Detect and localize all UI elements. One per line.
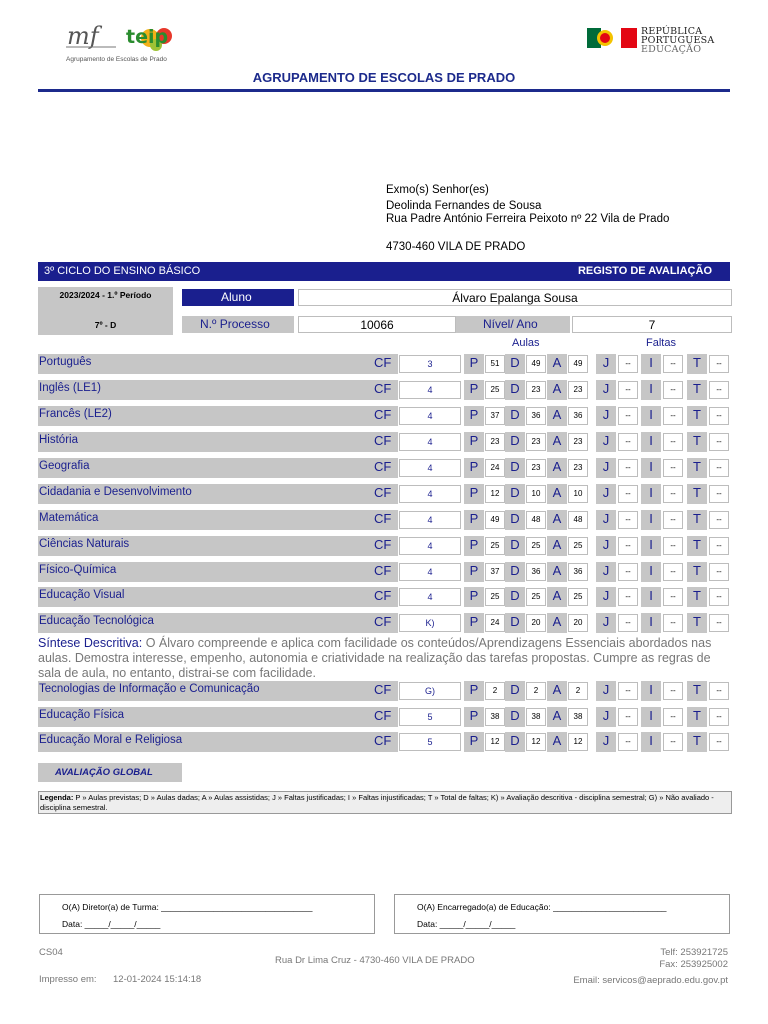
p-value: 24 <box>485 459 505 477</box>
p-value: 12 <box>485 733 505 751</box>
j-label: J <box>596 458 616 478</box>
faltas-header: Faltas <box>646 337 676 349</box>
i-label: I <box>641 613 661 633</box>
a-value: 20 <box>568 614 588 632</box>
a-value: 23 <box>568 433 588 451</box>
i-label: I <box>641 484 661 504</box>
republic-line-3: EDUCAÇÃO <box>641 44 702 55</box>
a-value: 48 <box>568 511 588 529</box>
j-label: J <box>596 484 616 504</box>
d-label: D <box>505 613 525 633</box>
d-value: 23 <box>526 381 546 399</box>
cf-value: 4 <box>399 511 461 529</box>
a-label: A <box>547 354 567 374</box>
p-value: 38 <box>485 708 505 726</box>
republic-text <box>641 27 714 54</box>
student-name-label: Aluno <box>182 289 294 306</box>
cf-label: CF <box>368 458 398 478</box>
a-label: A <box>547 613 567 633</box>
cf-value: 4 <box>399 588 461 606</box>
t-value: -- <box>709 708 729 726</box>
subject-name: Educação Visual <box>38 587 368 607</box>
subject-name: Português <box>38 354 368 374</box>
i-value: -- <box>663 563 683 581</box>
cf-label: CF <box>368 406 398 426</box>
subject-row <box>38 380 732 400</box>
address-street: Rua Padre António Ferreira Peixoto nº 22 Vila de Prado <box>386 213 670 225</box>
address-salutation: Exmo(s) Senhor(es) <box>386 184 489 196</box>
i-value: -- <box>663 511 683 529</box>
d-label: D <box>505 562 525 582</box>
t-label: T <box>687 681 707 701</box>
subject-row <box>38 432 732 452</box>
i-value: -- <box>663 537 683 555</box>
p-label: P <box>464 406 484 426</box>
synthesis-body: O Álvaro compreende e aplica com facilidade os conteúdos/Aprendizagens Essenciais abordados nas aulas. Demostra interesse, empenho, autonomia e criatividade na realização das tarefas propostas. Cumpre as regras de sala de aula, no entanto, distrai-se com facilidade. <box>38 636 712 680</box>
p-value: 51 <box>485 355 505 373</box>
subject-row <box>38 484 732 504</box>
cf-label: CF <box>368 432 398 452</box>
p-label: P <box>464 681 484 701</box>
cf-value: 4 <box>399 381 461 399</box>
j-value: -- <box>618 733 638 751</box>
t-value: -- <box>709 733 729 751</box>
a-value: 36 <box>568 407 588 425</box>
j-value: -- <box>618 708 638 726</box>
t-value: -- <box>709 459 729 477</box>
d-label: D <box>505 354 525 374</box>
d-value: 25 <box>526 537 546 555</box>
a-value: 10 <box>568 485 588 503</box>
a-label: A <box>547 406 567 426</box>
d-label: D <box>505 510 525 530</box>
republic-flag-logo <box>587 27 637 49</box>
school-subtitle: Agrupamento de Escolas de Prado <box>66 56 167 63</box>
a-label: A <box>547 510 567 530</box>
t-label: T <box>687 380 707 400</box>
d-label: D <box>505 484 525 504</box>
i-value: -- <box>663 355 683 373</box>
a-value: 38 <box>568 708 588 726</box>
cycle-label: 3º CICLO DO ENSINO BÁSICO <box>44 265 201 277</box>
p-label: P <box>464 732 484 752</box>
cf-value: 4 <box>399 563 461 581</box>
t-label: T <box>687 432 707 452</box>
footer-fax: Fax: 253925002 <box>659 959 728 970</box>
process-label: N.º Processo <box>182 316 294 333</box>
subject-name: Matemática <box>38 510 368 530</box>
i-value: -- <box>663 682 683 700</box>
j-value: -- <box>618 433 638 451</box>
t-label: T <box>687 354 707 374</box>
legend-label: Legenda: <box>40 793 74 802</box>
cf-label: CF <box>368 613 398 633</box>
subject-name: Francês (LE2) <box>38 406 368 426</box>
j-value: -- <box>618 381 638 399</box>
cf-value: 4 <box>399 459 461 477</box>
j-label: J <box>596 380 616 400</box>
cycle-banner <box>38 262 730 281</box>
subject-name: Cidadania e Desenvolvimento <box>38 484 368 504</box>
a-value: 25 <box>568 537 588 555</box>
footer-address: Rua Dr Lima Cruz - 4730-460 VILA DE PRADO <box>275 955 475 966</box>
t-value: -- <box>709 407 729 425</box>
level-value: 7 <box>572 316 732 333</box>
p-label: P <box>464 587 484 607</box>
cf-value: 3 <box>399 355 461 373</box>
global-evaluation-label: AVALIAÇÃO GLOBAL <box>38 763 182 782</box>
address-postcode: 4730-460 VILA DE PRADO <box>386 241 526 253</box>
j-label: J <box>596 587 616 607</box>
cf-value: 4 <box>399 407 461 425</box>
a-label: A <box>547 707 567 727</box>
mf-logo <box>66 20 118 50</box>
page-title: AGRUPAMENTO DE ESCOLAS DE PRADO <box>252 70 516 85</box>
cf-value: K) <box>399 614 461 632</box>
form-code: CS04 <box>39 947 63 958</box>
period-label: 2023/2024 - 1.º Período <box>59 290 152 300</box>
t-label: T <box>687 732 707 752</box>
director-signature-line: O(A) Diretor(a) de Turma: ________________________________ <box>62 902 313 912</box>
subject-row <box>38 587 732 607</box>
i-value: -- <box>663 381 683 399</box>
synthesis-label: Síntese Descritiva: <box>38 636 143 650</box>
p-label: P <box>464 707 484 727</box>
a-label: A <box>547 458 567 478</box>
t-value: -- <box>709 381 729 399</box>
subject-name: Inglês (LE1) <box>38 380 368 400</box>
cf-value: 4 <box>399 433 461 451</box>
p-value: 25 <box>485 588 505 606</box>
i-label: I <box>641 562 661 582</box>
guardian-signature-box <box>394 894 730 934</box>
class-label: 7º - D <box>94 320 117 330</box>
record-label: REGISTO DE AVALIAÇÃO <box>577 265 712 277</box>
d-label: D <box>505 732 525 752</box>
cf-label: CF <box>368 732 398 752</box>
a-label: A <box>547 562 567 582</box>
cf-value: 5 <box>399 708 461 726</box>
i-value: -- <box>663 459 683 477</box>
i-value: -- <box>663 733 683 751</box>
d-label: D <box>505 707 525 727</box>
j-label: J <box>596 510 616 530</box>
subject-row <box>38 732 732 752</box>
j-value: -- <box>618 407 638 425</box>
subject-row <box>38 681 732 701</box>
subject-name: Ciências Naturais <box>38 536 368 556</box>
p-value: 2 <box>485 682 505 700</box>
d-value: 23 <box>526 459 546 477</box>
t-value: -- <box>709 433 729 451</box>
printed-date: 12-01-2024 15:14:18 <box>113 974 202 985</box>
t-label: T <box>687 458 707 478</box>
t-label: T <box>687 562 707 582</box>
cf-label: CF <box>368 510 398 530</box>
a-label: A <box>547 484 567 504</box>
p-label: P <box>464 354 484 374</box>
j-value: -- <box>618 614 638 632</box>
a-value: 23 <box>568 459 588 477</box>
guardian-signature-line: O(A) Encarregado(a) de Educação: ________________________ <box>417 902 667 912</box>
director-signature-box <box>39 894 375 934</box>
subject-row <box>38 562 732 582</box>
subject-row <box>38 458 732 478</box>
t-label: T <box>687 510 707 530</box>
t-value: -- <box>709 537 729 555</box>
subject-name: Educação Física <box>38 707 368 727</box>
cf-label: CF <box>368 484 398 504</box>
svg-text:teip: teip <box>126 26 169 48</box>
level-label: Nível/ Ano <box>456 316 570 333</box>
j-value: -- <box>618 459 638 477</box>
cf-label: CF <box>368 707 398 727</box>
address-name: Deolinda Fernandes de Sousa <box>386 200 542 212</box>
a-label: A <box>547 587 567 607</box>
subject-name: Físico-Química <box>38 562 368 582</box>
subject-row <box>38 354 732 374</box>
i-value: -- <box>663 708 683 726</box>
a-label: A <box>547 681 567 701</box>
i-label: I <box>641 536 661 556</box>
j-label: J <box>596 613 616 633</box>
j-value: -- <box>618 563 638 581</box>
p-value: 49 <box>485 511 505 529</box>
a-value: 36 <box>568 563 588 581</box>
t-value: -- <box>709 614 729 632</box>
guardian-date-line: Data: _____/_____/_____ <box>417 919 516 929</box>
t-value: -- <box>709 511 729 529</box>
d-label: D <box>505 536 525 556</box>
footer-email: Email: servicos@aeprado.edu.gov.pt <box>573 975 728 986</box>
i-label: I <box>641 380 661 400</box>
teip-logo <box>126 18 178 54</box>
cf-value: 4 <box>399 485 461 503</box>
t-value: -- <box>709 355 729 373</box>
t-label: T <box>687 613 707 633</box>
j-label: J <box>596 732 616 752</box>
a-value: 23 <box>568 381 588 399</box>
i-label: I <box>641 354 661 374</box>
d-value: 48 <box>526 511 546 529</box>
j-label: J <box>596 406 616 426</box>
t-value: -- <box>709 588 729 606</box>
p-label: P <box>464 536 484 556</box>
cf-label: CF <box>368 536 398 556</box>
d-label: D <box>505 380 525 400</box>
i-label: I <box>641 732 661 752</box>
j-value: -- <box>618 537 638 555</box>
subject-row <box>38 536 732 556</box>
p-value: 37 <box>485 407 505 425</box>
legend-text: P » Aulas previstas; D » Aulas dadas; A » Aulas assistidas; J » Faltas justificadas; I » Faltas injustificadas; T » Total de faltas; K) » Avaliação descritiva - disciplina semestral; G) » Não avaliado - disciplina semestral. <box>40 793 714 812</box>
j-value: -- <box>618 682 638 700</box>
j-label: J <box>596 562 616 582</box>
cf-label: CF <box>368 562 398 582</box>
j-value: -- <box>618 511 638 529</box>
j-label: J <box>596 681 616 701</box>
d-label: D <box>505 458 525 478</box>
i-value: -- <box>663 485 683 503</box>
i-label: I <box>641 587 661 607</box>
t-label: T <box>687 406 707 426</box>
p-label: P <box>464 510 484 530</box>
p-label: P <box>464 613 484 633</box>
j-label: J <box>596 707 616 727</box>
d-label: D <box>505 432 525 452</box>
title-underline <box>38 89 730 92</box>
a-value: 12 <box>568 733 588 751</box>
d-label: D <box>505 587 525 607</box>
d-label: D <box>505 681 525 701</box>
republic-line-1: REPÚBLICA <box>641 26 703 37</box>
svg-text:mf: mf <box>67 22 99 50</box>
subject-name: Geografia <box>38 458 368 478</box>
aulas-header: Aulas <box>512 337 540 349</box>
i-value: -- <box>663 614 683 632</box>
cf-value: 5 <box>399 733 461 751</box>
subject-name: Educação Tecnológica <box>38 613 368 633</box>
p-value: 23 <box>485 433 505 451</box>
j-value: -- <box>618 588 638 606</box>
j-label: J <box>596 354 616 374</box>
cf-label: CF <box>368 380 398 400</box>
i-label: I <box>641 406 661 426</box>
subject-row <box>38 707 732 727</box>
a-label: A <box>547 432 567 452</box>
t-value: -- <box>709 485 729 503</box>
subject-name: Tecnologias de Informação e Comunicação <box>38 681 368 701</box>
p-label: P <box>464 380 484 400</box>
process-value: 10066 <box>298 316 456 333</box>
i-value: -- <box>663 588 683 606</box>
d-value: 20 <box>526 614 546 632</box>
cf-label: CF <box>368 681 398 701</box>
i-label: I <box>641 707 661 727</box>
d-value: 23 <box>526 433 546 451</box>
p-value: 12 <box>485 485 505 503</box>
d-value: 25 <box>526 588 546 606</box>
synthesis-text <box>38 636 730 681</box>
t-value: -- <box>709 563 729 581</box>
d-value: 10 <box>526 485 546 503</box>
p-label: P <box>464 562 484 582</box>
i-label: I <box>641 510 661 530</box>
republic-line-2: PORTUGUESA <box>641 35 715 46</box>
period-class-box <box>38 287 173 335</box>
cf-value: 4 <box>399 537 461 555</box>
i-label: I <box>641 681 661 701</box>
j-value: -- <box>618 355 638 373</box>
subject-row <box>38 406 732 426</box>
director-date-line: Data: _____/_____/_____ <box>62 919 161 929</box>
d-value: 38 <box>526 708 546 726</box>
p-value: 25 <box>485 381 505 399</box>
i-value: -- <box>663 433 683 451</box>
i-value: -- <box>663 407 683 425</box>
p-label: P <box>464 484 484 504</box>
d-value: 2 <box>526 682 546 700</box>
legend <box>38 791 732 814</box>
d-value: 12 <box>526 733 546 751</box>
a-value: 49 <box>568 355 588 373</box>
footer-phone: Telf: 253921725 <box>660 947 728 958</box>
j-label: J <box>596 432 616 452</box>
d-label: D <box>505 406 525 426</box>
t-label: T <box>687 484 707 504</box>
p-label: P <box>464 432 484 452</box>
i-label: I <box>641 458 661 478</box>
d-value: 49 <box>526 355 546 373</box>
t-label: T <box>687 536 707 556</box>
a-value: 2 <box>568 682 588 700</box>
subject-row <box>38 613 732 633</box>
j-label: J <box>596 536 616 556</box>
a-label: A <box>547 536 567 556</box>
cf-label: CF <box>368 587 398 607</box>
t-label: T <box>687 707 707 727</box>
cf-value: G) <box>399 682 461 700</box>
a-label: A <box>547 380 567 400</box>
printed-label: Impresso em: <box>39 974 97 985</box>
p-label: P <box>464 458 484 478</box>
d-value: 36 <box>526 563 546 581</box>
subject-name: História <box>38 432 368 452</box>
a-value: 25 <box>568 588 588 606</box>
d-value: 36 <box>526 407 546 425</box>
student-name-value: Álvaro Epalanga Sousa <box>298 289 732 306</box>
p-value: 24 <box>485 614 505 632</box>
j-value: -- <box>618 485 638 503</box>
p-value: 37 <box>485 563 505 581</box>
t-value: -- <box>709 682 729 700</box>
subject-name: Educação Moral e Religiosa <box>38 732 368 752</box>
cf-label: CF <box>368 354 398 374</box>
t-label: T <box>687 587 707 607</box>
subject-row <box>38 510 732 530</box>
p-value: 25 <box>485 537 505 555</box>
a-label: A <box>547 732 567 752</box>
i-label: I <box>641 432 661 452</box>
